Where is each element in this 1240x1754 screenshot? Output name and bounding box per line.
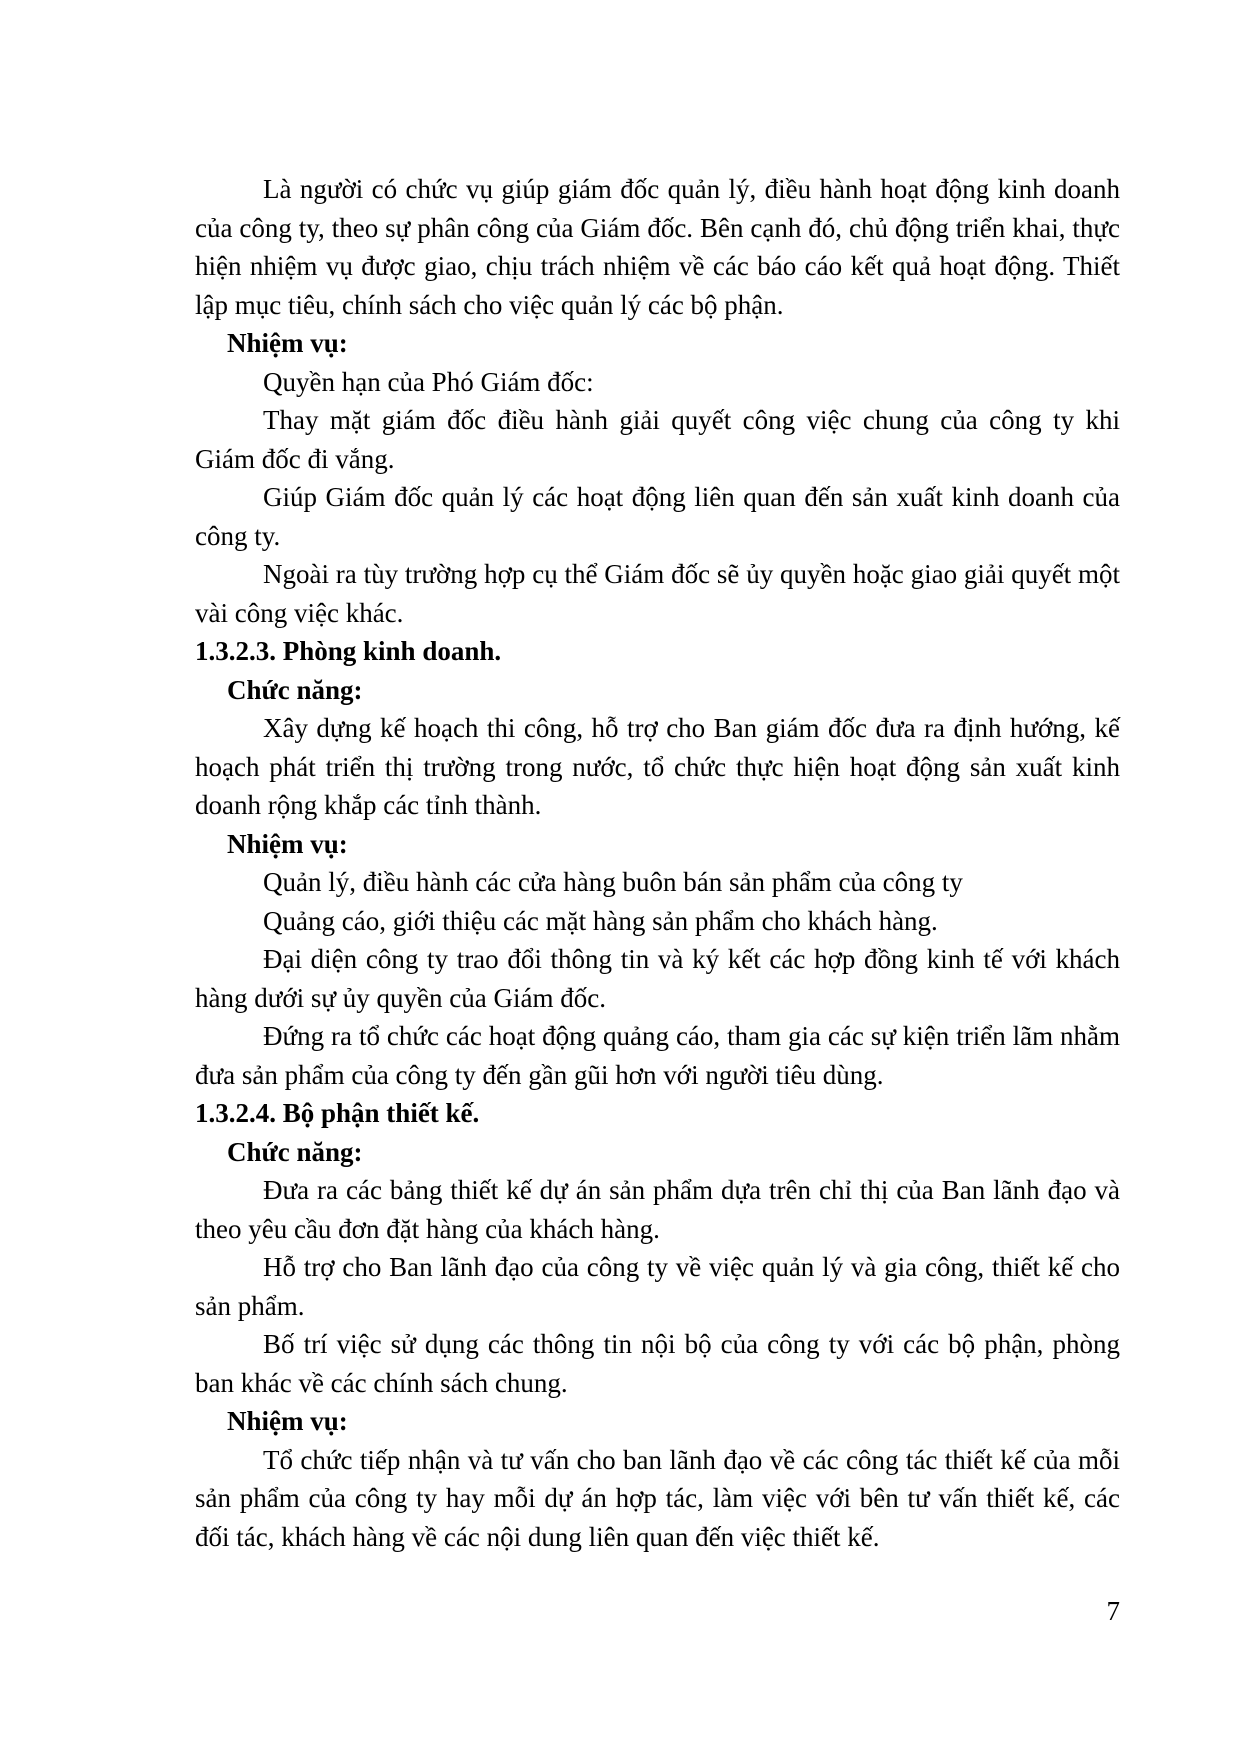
paragraph-deputy-director-intro: Là người có chức vụ giúp giám đốc quản lý, điều hành hoạt động kinh doanh của công ty, theo sự phân công của Giám đốc. Bên cạnh đó, chủ động triển khai, thực hiện nhiệm vụ được giao, chịu trách nhiệm về các báo cáo kết quả hoạt động. Thiết lập mục tiêu, chính sách cho việc quản lý các bộ phận. xyxy=(195,174,1120,320)
paragraph-quyen-han: Quyền hạn của Phó Giám đốc: xyxy=(263,366,594,397)
label-chuc-nang-1: Chức năng: xyxy=(227,674,363,705)
section-heading-1-3-2-4: 1.3.2.4. Bộ phận thiết kế. xyxy=(195,1098,480,1128)
label-nhiem-vu-3: Nhiệm vụ: xyxy=(227,1406,348,1436)
label-nhiem-vu-2: Nhiệm vụ: xyxy=(227,828,348,859)
label-chuc-nang-2: Chức năng: xyxy=(227,1136,363,1167)
paragraph-to-chuc-tiep-nhan: Tổ chức tiếp nhận và tư vấn cho ban lãnh đạo về các công tác thiết kế của mỗi sản phẩm của công ty hay mỗi dự án hợp tác, làm việc với bên tư vấn thiết kế, các đối tác, khách hàng về các nội dung liên quan đến việc thiết kế. xyxy=(195,1444,1120,1552)
paragraph-dai-dien: Đại diện công ty trao đổi thông tin và ký kết các hợp đồng kinh tế với khách hàng dưới sự ủy quyền của Giám đốc. xyxy=(195,944,1120,1013)
section-heading-1-3-2-3: 1.3.2.3. Phòng kinh doanh. xyxy=(195,636,502,666)
paragraph-giup-giam-doc: Giúp Giám đốc quản lý các hoạt động liên quan đến sản xuất kinh doanh của công ty. xyxy=(195,482,1120,551)
paragraph-ho-tro: Hỗ trợ cho Ban lãnh đạo của công ty về việc quản lý và gia công, thiết kế cho sản phẩm. xyxy=(195,1252,1120,1321)
paragraph-thay-mat: Thay mặt giám đốc điều hành giải quyết công việc chung của công ty khi Giám đốc đi vắng. xyxy=(195,405,1120,474)
paragraph-xay-dung: Xây dựng kế hoạch thi công, hỗ trợ cho Ban giám đốc đưa ra định hướng, kế hoạch phát triển thị trường trong nước, tổ chức thực hiện hoạt động sản xuất kinh doanh rộng khắp các tỉnh thành. xyxy=(195,713,1120,820)
paragraph-quan-ly-cua-hang: Quản lý, điều hành các cửa hàng buôn bán sản phẩm của công ty xyxy=(263,867,963,897)
paragraph-bo-tri: Bố trí việc sử dụng các thông tin nội bộ của công ty với các bộ phận, phòng ban khác về các chính sách chung. xyxy=(195,1329,1120,1398)
paragraph-quang-cao: Quảng cáo, giới thiệu các mặt hàng sản phẩm cho khách hàng. xyxy=(263,905,938,936)
document-body xyxy=(195,170,1120,1556)
paragraph-dua-ra-bang-thiet-ke: Đưa ra các bảng thiết kế dự án sản phẩm dựa trên chỉ thị của Ban lãnh đạo và theo yêu cầu đơn đặt hàng của khách hàng. xyxy=(195,1175,1120,1244)
paragraph-dung-ra: Đứng ra tổ chức các hoạt động quảng cáo, tham gia các sự kiện triển lãm nhằm đưa sản phẩm của công ty đến gần gũi hơn với người tiêu dùng. xyxy=(195,1021,1120,1090)
page-number: 7 xyxy=(1106,1596,1120,1626)
paragraph-ngoai-ra: Ngoài ra tùy trường hợp cụ thể Giám đốc sẽ ủy quyền hoặc giao giải quyết một vài công việc khác. xyxy=(195,559,1120,628)
label-nhiem-vu-1: Nhiệm vụ: xyxy=(227,328,348,358)
